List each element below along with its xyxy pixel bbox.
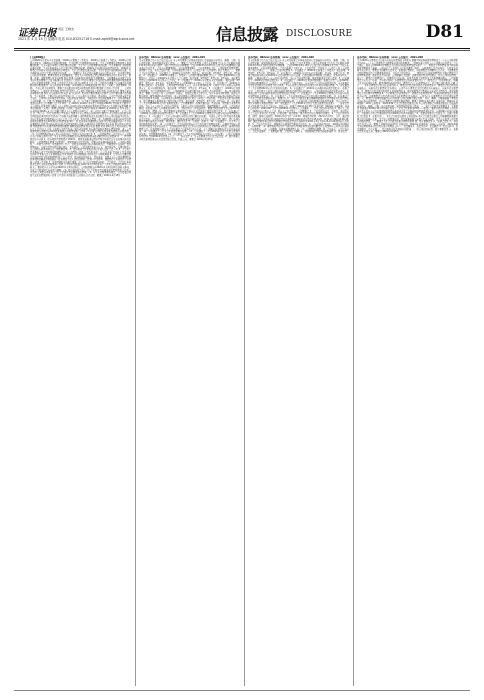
columns-area xyxy=(30,56,458,686)
column-heading: 证券代码：002xxx 证券简称：xxxx 公告编号：2021-016 xyxy=(248,56,314,59)
footer-rule xyxy=(14,690,470,691)
section-title: 信息披露 xyxy=(216,25,279,44)
masthead xyxy=(14,22,470,48)
masthead-rule-thin xyxy=(14,50,470,51)
masthead-rule xyxy=(14,48,470,49)
column-body-text: 公司2020年度报告全文及摘要、2020年度董事会工作报告、2020年度监事会工作报告、2020年度财务决算报告、2020年度利润分配预案、关于续聘会计师事务所的议案、关于公司董事及高级管理人员薪酬的议案、关于向银行申请综合授信额度的议案、关于为子公司提供担保的议案、关于开展外汇套期保值业务的议案、关于使用闲置自有资金进行现金管理的议案、2020年度内部控制自我评价报告、2020年度募集资金存放与实际使用情况的专项报告、关于会计政策变更的议案、关于计提资产减值准备的议案、关于2021年度日常关联交易预计的议案。一、重要提示 本年度报告摘要来自年度报告全文，为全面了解本公司的经营成果、财务状况及未来发展规划，投资者应当到证监会指定媒体仔细阅读年度报告全文。董事、监事、高级管理人员异议声明 姓名 职务 内容和原因 声明 除下列董事外，其他董事亲自出席了审议本次年报的董事会会议 非标准审计意见提示 □适用 √不适用 董事会审议的报告期普通股利润分配预案或公积金转增股本预案 √适用 □不适用 是否以公积金转增股本 □是 √否 公司经本次董事会审议通过的普通股利润分配预案为：以公司总股本为基数，向全体股东每10股派发现金红利元（含税），送红股0股（含税），不以公积金转增股本。董事会决议通过的本报告期优先股利润分配预案 □适用 √不适用 二、公司基本情况 1、公司简介 股票简称 股票代码 股票上市交易所 深圳证券交易所 联系人和联系方式 董事会秘书 证券事务代表 姓名 办公地址 传真 电话 电子信箱 2、报告期主要业务或产品简介 公司主要从事产品的研发、生产和销售，主要产品包括各类系列产品，广泛应用于多个领域。报告期内，公司主营业务未发生重大变化。公司坚持以市场需求为导向，以技术创新为驱动，不断提升产品品质和服务水平，持续巩固和扩大市场份额。3、主要会计数据和财务指标 （1）近三年主要会计数据和财务指标 公司是否需追溯调整或重述以前年度会计数据 □是 √否 单位：元 2020年 2019年 本年比上年增减 2018年 营业收入 归属于上市公司股东的净利润 归属于上市公司股东的扣除非经常性损益的净利润 经营活动产生的现金流量净额 基本每股收益（元/股） 稀释每股收益（元/股） 加权平均净资产收益率 2020年末 2019年末 本年末比上年末增减 2018年末 资产总额 归属于上市公司股东的净资产 （2）分季度主要会计数据 单位：元 第一季度 第二季度 第三季度 第四季度 营业收入 归属于上市公司股东的净利润 归属于上市公司股东的扣除非经常性损益的净利润 经营活动产生的现金流量净额 上述财务指标或其加总数是否与公司已披露季度报告、半年度报告相关财务指标存在重大差异 □是 √否 4、股本及股东情况 （1）普通股股东和表决权恢复的优先股股东数量及前10名股东持股情况表 单位：股 报告期末普通股股东总数 年度报告披露日前一个月末普通股股东总数 报告期末表决权恢复的优先股股东总数 前10名股东持股情况 股东名称 股东性质 持股比例 持股数量 持有有限售条件的股份数量 质押或冻结情况 股份状态 数量 境内非国有法人 境内自然人 国有法人 境外法人 其他 上述股东关联关系或一致行动的说明 参与融资融券业务股东情况说明 （2）公司优先股股东总数及前10名优先股股东持股情况表 □适用 √不适用 公司报告期无优先股股东持股情况。（3）以方框图形式披露公司与实际控制人之间的产权及控制关系 5、公司债券情况 公司是否存在公开发行并在证券交易所上市，且在年度报告批准报出日未到期或到期未能全额兑付的公司债券 否 三、经营情况讨论与分析 1、报告期经营情况简介 2020年，面对新冠肺炎疫情的严峻考验和复杂多变的国内外经济形势，公司管理层在董事会的领导下，紧紧围绕年度经营目标，积极应对各种困难和挑战，一手抓疫情防控，一手抓生产经营，全力推进复工复产，持续加大研发投入和市场开拓力度，不断优化产品结构，提升管理效率，实现了经营业绩的稳定增长。报告期内，公司实现营业收入万元，同比增长%；实现归属于上市公司股东的净利润万元，同比增长%。2、报告期内主营业务是否存在重大变化 □是 √否 3、占公司主营业务收入或主营业务利润10%以上的产品情况 √适用 □不适用 单位：元 产品名称 营业收入 营业利润 毛利率 营业收入比上年同期增减 营业利润比上年同期增减 毛利率比上年同期增减 4、是否存在需要特别关注的经营季节性或周期性特征 □是 √否 5、报告期内营业收入、营业成本、归属于上市公司普通股股东的净利润总额或者构成较前一报告期发生重大变化的说明 □适用 √不适用 6、面临暂停上市和终止上市情况 □适用 √不适用 7、涉及财务报告的相关事项 （1）与上年度财务报告相比，会计政策、会计估计和核算方法发生变化的情况说明 √适用 □不适用 财政部于2017年7月5日发布了《企业会计准则第14号——收入》，要求境内上市企业自2020年1月1日起施行。公司按照规定自2020年1月1日起执行新收入准则，并对会计政策相关内容进行调整。（2）报告期内发生重大会计差错更正需追溯重述的情况说明 □适用 √不适用 公司报告期无重大会计差错更正需追溯重述的情况。（3）与上年度财务报告相比，合并报表范围发生变化的情况说明 √适用 □不适用 本期新设子公司纳入合并范围。董事会 2021年4月15日 xyxy=(30,59,131,177)
issue-meta-line: 2021 年 4 月 15 日 星期四 电话 010-83251716 E-mail:zqrb9@zqrb.sina.net xyxy=(18,37,135,41)
column-1 xyxy=(30,56,131,686)
column-body-text: 第五届董事会第十次会议决议公告 本公司及董事会全体成员保证信息披露的内容真实、准确、完整，没有虚假记载、误导性陈述或重大遗漏。一、董事会会议召开情况 公司第五届董事会第十次会议通知于2021年4月2日以电子邮件、电话等方式送达全体董事，会议于2021年4月13日在公司会议室以现场结合通讯表决方式召开。会议应出席董事9名，实际出席董事9名。会议由董事长主持，公司监事及高级管理人员列席了会议。本次会议的召集、召开和表决程序符合《公司法》和《公司章程》的有关规定。二、董事会会议审议情况 1、审议通过了《2020年度总经理工作报告》 表决结果：9票同意，0票反对，0票弃权。2、审议通过了《2020年度董事会工作报告》 公司独立董事向董事会提交了《独立董事2020年度述职报告》，并将在公司2020年年度股东大会上述职。表决结果：9票同意，0票反对，0票弃权。本议案尚需提交公司2020年年度股东大会审议。3、审议通过了《2020年年度报告全文及摘要》 表决结果：9票同意，0票反对，0票弃权。本议案尚需提交公司2020年年度股东大会审议。4、审议通过了《2020年度财务决算报告》 报告期内，公司实现营业总收入万元，较上年同期增长%；归属于上市公司股东的净利润万元，较上年同期增长%。表决结果：9票同意，0票反对，0票弃权。5、审议通过了《2020年度利润分配预案》 经会计师事务所审计，公司2020年度实现归属于母公司所有者的净利润元，母公司实现净利润元，根据《公司法》和《公司章程》的规定，提取法定盈余公积金元，加上年初未分配利润，减去已分配的利润，截至2020年12月31日，母公司可供股东分配的利润为元。公司拟以实施权益分派股权登记日登记的总股本为基数，向全体股东每10股派发现金红利元（含税），不送红股，不以资本公积金转增股本。独立董事对该事项发表了同意的独立意见。表决结果：9票同意，0票反对，0票弃权。6、审议通过了《关于续聘2021年度审计机构的议案》 会计师事务所（特殊普通合伙）具备证券、期货相关业务从业资格，具有上市公司审计工作的丰富经验，在担任公司审计机构期间，能够遵循独立、客观、公正的执业准则，较好地完成了公司委托的各项工作。为保持审计工作的连续性，董事会同意续聘其为公司2021年度审计机构，聘期一年。独立董事对该事项进行了事前认可并发表了同意的独立意见。7、审议通过了《2020年度内部控制自我评价报告》 8、审议通过了《关于2020年度募集资金存放与实际使用情况的专项报告》 9、审议通过了《关于公司向银行申请综合授信额度的议案》 为满足公司生产经营和业务发展的资金需求，公司及子公司拟向银行等金融机构申请总额不超过人民币亿元的综合授信额度，授信品种包括但不限于流动资金贷款、项目贷款、银行承兑汇票、信用证、保函等。10、审议通过了《关于为子公司提供担保的议案》 11、审议通过了《关于使用闲置自有资金进行现金管理的议案》 在确保不影响公司正常经营和资金安全的前提下，公司拟使用不超过人民币万元的闲置自有资金购买安全性高、流动性好的理财产品，使用期限自股东大会审议通过之日起12个月内有效，在上述额度和期限内资金可以滚动使用。12、审议通过了《关于会计政策变更的议案》 13、审议通过了《关于2021年度日常关联交易预计的议案》 关联董事回避表决。14、审议通过了《关于召开2020年年度股东大会的议案》 公司定于2021年5月7日召开2020年年度股东大会。三、备查文件 1、第五届董事会第十次会议决议；2、独立董事关于相关事项的事前认可意见及独立意见。特此公告。董事会 2021年4月15日 xyxy=(139,59,240,141)
section-subtitle: DISCLOSURE xyxy=(286,29,353,39)
column-heading: (上接D80版) xyxy=(30,56,45,59)
column-heading: 证券代码：002xxx 证券简称：xxxx 公告编号：2021-015 xyxy=(139,56,205,59)
column-heading: 证券代码：002xxx 证券简称：xxxx 公告编号：2021-018 xyxy=(357,56,423,59)
column-body-text: 关于2020年度募集资金存放与实际使用情况的专项报告 根据中国证券监督管理委员会《上市公司监管指引第2号——上市公司募集资金管理和使用的监管要求》、《深圳证券交易所上市公司规范运作指引》等有关规定，现将公司2020年度募集资金存放与实际使用情况报告如下：一、募集资金基本情况 经中国证券监督管理委员会核准，公司向社会公开发行人民币普通股（A股），每股面值人民币1.00元，每股发行价格为人民币元，募集资金总额为人民币元，扣除发行费用后，实际募集资金净额为人民币元。上述募集资金到位情况已经会计师事务所验证，并出具了验资报告。二、募集资金存放和管理情况 为规范募集资金的管理和使用，保护投资者的权益，公司根据有关法律、法规及规范性文件的规定，结合公司实际情况，制定了《募集资金管理制度》，对募集资金的存放、使用及监督等方面作出了具体明确的规定。公司对募集资金实行专户存储，并与保荐机构、存放募集资金的商业银行签订了《募集资金三方监管协议》，明确了各方的权利和义务。截至2020年12月31日，募集资金专户存储情况如下：开户银行 银行账号 余额 合计 三、本年度募集资金的实际使用情况 1、募集资金投资项目的资金使用情况 2、募集资金投资项目的实施地点、实施方式变更情况 报告期内，公司不存在募集资金投资项目的实施地点、实施方式变更情况。3、募集资金投资项目先期投入及置换情况 4、用闲置募集资金暂时补充流动资金情况 5、用闲置募集资金进行现金管理情况 6、节余募集资金使用情况 7、超募资金使用情况 8、尚未使用的募集资金用途及去向 四、变更募集资金投资项目的资金使用情况 报告期内，公司不存在变更募集资金投资项目的情况。五、募集资金使用及披露中存在的问题 公司已按相关规定及时、真实、准确、完整地披露了募集资金的存放与使用情况，不存在募集资金管理违规的情形。董事会 2021年4月15日 证券代码：002xxx 证券简称：xxxx 公告编号：2021-019 关于会计政策变更的公告 本公司及董事会全体成员保证信息披露的内容真实、准确、完整，没有虚假记载、误导性陈述或重大遗漏。一、本次会计政策变更概述 1、变更原因 财政部于2018年12月7日修订发布了《企业会计准则第21号——租赁》，要求在境内外同时上市的企业以及在境外上市并采用国际财务报告准则或企业会计准则编制财务报表的企业，自2019年1月1日起施行；其他执行企业会计准则的企业自2021年1月1日起施行。2、变更前采用的会计政策 3、变更后采用的会计政策 4、变更日期 二、本次会计政策变更对公司的影响 本次会计政策变更是公司根据财政部相关规定进行的相应变更，不会对公司财务状况、经营成果和现金流量产生重大影响，也不存在损害公司及股东利益的情况。三、董事会关于会计政策变更合理性的说明 四、独立董事意见 五、监事会意见 六、备查文件 特此公告。董事会 2021年4月15日 证券代码：002xxx 证券简称：xxxx 公告编号：2021-020 关于使用闲置自有资金进行现金管理的公告 一、投资概况 1、投资目的 2、投资额度 3、投资品种 4、投资期限 5、资金来源 二、投资风险分析及风险控制措施 三、对公司的影响 四、独立董事意见 五、监事会意见 特此公告。董事会 2021年4月15日 xyxy=(357,59,458,134)
column-3 xyxy=(248,56,349,686)
column-divider xyxy=(353,56,354,686)
column-divider xyxy=(244,56,245,686)
column-4 xyxy=(357,56,458,686)
page-number: D81 xyxy=(425,22,464,42)
column-divider xyxy=(135,56,136,686)
column-body-text: 第五届监事会第九次会议决议公告 本公司及监事会全体成员保证信息披露的内容真实、准确、完整，没有虚假记载、误导性陈述或重大遗漏。一、监事会会议召开情况 公司第五届监事会第九次会议通知于2021年4月2日以书面方式送达全体监事，会议于2021年4月13日在公司会议室以现场方式召开。会议应出席监事3名，实际出席监事3名，会议由监事会主席主持。会议的召集、召开符合《公司法》和《公司章程》的有关规定。二、监事会会议审议情况 1、审议通过了《2020年度监事会工作报告》 表决结果：3票同意，0票反对，0票弃权。2、审议通过了《2020年年度报告全文及摘要》 经审核，监事会认为：董事会编制和审核公司2020年年度报告的程序符合法律、行政法规和中国证监会的规定，报告内容真实、准确、完整地反映了上市公司的实际情况，不存在任何虚假记载、误导性陈述或者重大遗漏。3、审议通过了《2020年度财务决算报告》 4、审议通过了《2020年度利润分配预案》 监事会认为：公司2020年度利润分配预案符合《公司法》、《公司章程》等相关规定，充分考虑了公司目前的经营状况、未来发展资金需求以及股东投资回报等综合因素，不存在损害公司及股东特别是中小股东利益的情形。5、审议通过了《关于续聘2021年度审计机构的议案》 6、审议通过了《2020年度内部控制自我评价报告》 监事会认为：公司已建立了较为完善的内部控制体系并能得到有效的执行，公司内部控制自我评价报告真实、客观地反映了公司内部控制制度的建设及运行情况。7、审议通过了《关于2020年度募集资金存放与实际使用情况的专项报告》 8、审议通过了《关于使用闲置自有资金进行现金管理的议案》 9、审议通过了《关于会计政策变更的议案》 监事会认为：本次会计政策变更是根据财政部相关文件要求进行的合理变更，符合相关规定，执行会计政策变更能够客观、公允地反映公司的财务状况和经营成果，不存在损害公司及全体股东利益的情形。10、审议通过了《关于2021年度日常关联交易预计的议案》 三、备查文件 第五届监事会第九次会议决议。特此公告。监事会 2021年4月15日 证券代码：002xxx 证券简称：xxxx 公告编号：2021-017 关于召开2020年年度股东大会的通知 一、召开会议的基本情况 1、股东大会届次：2020年年度股东大会 2、股东大会的召集人：公司董事会 3、会议召开的合法、合规性：本次股东大会会议召开符合有关法律、行政法规、部门规章、规范性文件和公司章程的规定。4、会议召开的日期、时间：现场会议时间：2021年5月7日下午14:30；网络投票时间：2021年5月7日。其中，通过深圳证券交易所交易系统进行网络投票的具体时间为2021年5月7日9:15-9:25，9:30-11:30和13:00-15:00；通过深圳证券交易所互联网投票系统投票的具体时间为2021年5月7日9:15-15:00期间的任意时间。5、会议的召开方式：现场表决与网络投票相结合的方式。6、会议的股权登记日：2021年4月29日 7、出席对象：（1）截至股权登记日下午收市时在中国证券登记结算有限责任公司深圳分公司登记在册的公司全体股东；（2）公司董事、监事和高级管理人员；（3）公司聘请的律师。8、会议地点：公司会议室 二、会议审议事项 三、提案编码 四、会议登记等事项 五、参加网络投票的具体操作流程 六、备查文件 xyxy=(248,59,349,134)
newspaper-logo: 证券日报 xyxy=(18,28,56,39)
editor-credit: 责任 王晓杰 xyxy=(58,27,74,31)
column-2 xyxy=(139,56,240,686)
